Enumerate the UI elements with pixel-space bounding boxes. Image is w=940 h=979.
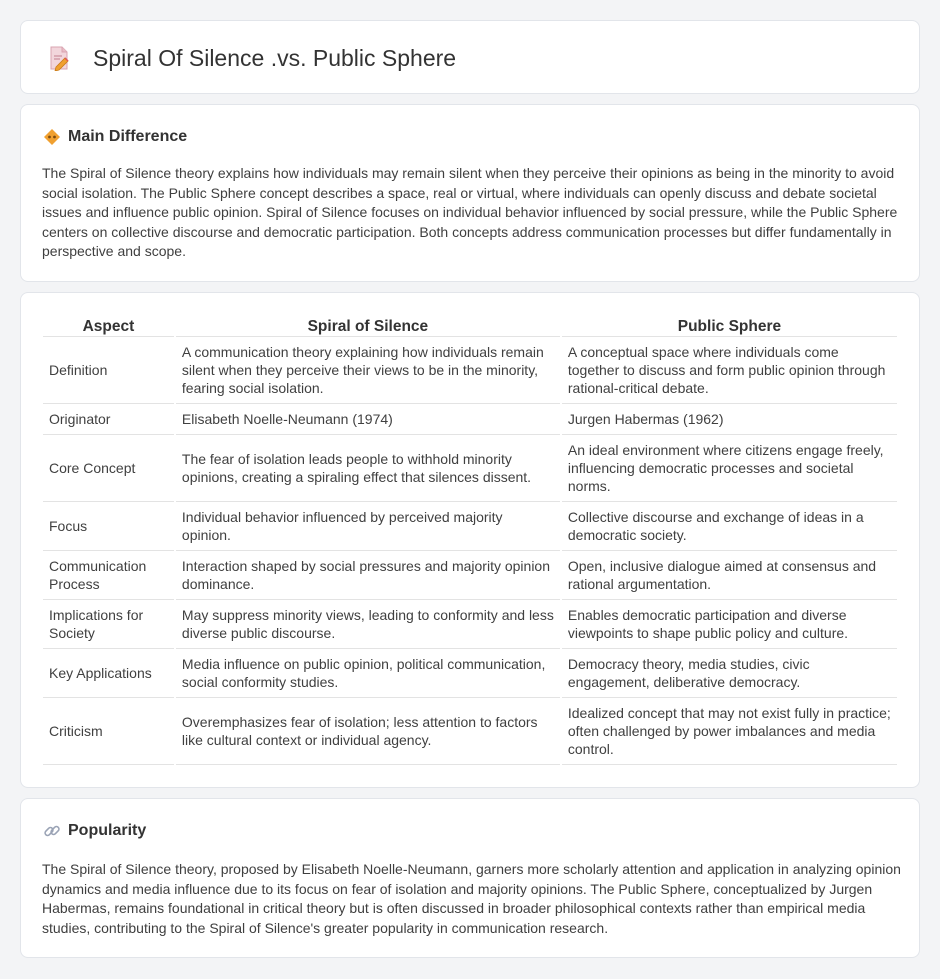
table-row [43,435,897,502]
main-difference-card [20,104,920,282]
row-spiral-of-silence: Overemphasizes fear of isolation; less attention to factors like cultural context or individual agency. [176,698,560,765]
table-row [43,551,897,600]
popularity-card [20,798,920,958]
header-card [20,20,920,94]
row-spiral-of-silence: The fear of isolation leads people to withhold minority opinions, creating a spiraling effect that silences dissent. [176,435,560,502]
table-row [43,502,897,551]
main-difference-text: The Spiral of Silence theory explains how individuals may remain silent when they perceive their opinions as being in the minority to avoid social isolation. The Public Sphere concept describes a space, real or virtual, where individuals can openly discuss and debate societal issues and influence public opinion. Spiral of Silence focuses on individual behavior influenced by social pressure, while the Public Sphere centers on collective discourse and democratic participation. Both concepts address communication processes but differ fundamentally in perspective and scope. [42,165,898,260]
row-spiral-of-silence: Elisabeth Noelle-Neumann (1974) [176,404,560,435]
row-aspect: Originator [43,404,174,435]
row-spiral-of-silence: Individual behavior influenced by perceived majority opinion. [176,502,560,551]
table-row [43,404,897,435]
table-row [43,337,897,404]
row-public-sphere: An ideal environment where citizens engage freely, influencing democratic processes and societal norms. [562,435,897,502]
header-aspect: Aspect [43,313,174,337]
row-public-sphere: Collective discourse and exchange of ideas in a democratic society. [562,502,897,551]
row-aspect: Communication Process [43,551,174,600]
row-spiral-of-silence: May suppress minority views, leading to conformity and less diverse public discourse. [176,600,560,649]
row-spiral-of-silence: A communication theory explaining how individuals remain silent when they perceive their views to be in the minority, fearing social isolation. [176,337,560,404]
link-icon [43,822,61,840]
row-aspect: Key Applications [43,649,174,698]
comparison-table [41,313,899,765]
comparison-table-card [20,292,920,788]
header-spiral-of-silence: Spiral of Silence [176,313,560,337]
row-aspect: Core Concept [43,435,174,502]
row-public-sphere: Open, inclusive dialogue aimed at consensus and rational argumentation. [562,551,897,600]
main-difference-heading [43,126,187,148]
main-difference-title: Main Difference [68,128,188,145]
diamond-icon [43,128,61,146]
header-public-sphere: Public Sphere [562,313,897,337]
table-row [43,698,897,765]
row-public-sphere: Enables democratic participation and diverse viewpoints to shape public policy and culture. [562,600,897,649]
popularity-text: The Spiral of Silence theory, proposed by Elisabeth Noelle-Neumann, garners more scholarly attention and application in analyzing opinion dynamics and media influence due to its focus on fear of isolation and majority opinions. The Public Sphere, conceptualized by Jurgen Habermas, remains foundational in critical theory but is often discussed in broader philosophical contexts rather than empirical media studies, contributing to the Spiral of Silence's greater popularity in communication research. [42,861,901,936]
popularity-title: Popularity [68,822,147,839]
row-public-sphere: Democracy theory, media studies, civic engagement, deliberative democracy. [562,649,897,698]
row-spiral-of-silence: Interaction shaped by social pressures and majority opinion dominance. [176,551,560,600]
table-row [43,600,897,649]
row-aspect: Focus [43,502,174,551]
row-aspect: Criticism [43,698,174,765]
row-public-sphere: A conceptual space where individuals come together to discuss and form public opinion through rational-critical debate. [562,337,897,404]
row-aspect: Definition [43,337,174,404]
row-public-sphere: Idealized concept that may not exist fully in practice; often challenged by power imbalances and media control. [562,698,897,765]
table-header-row [43,313,897,337]
row-public-sphere: Jurgen Habermas (1962) [562,404,897,435]
row-aspect: Implications for Society [43,600,174,649]
row-spiral-of-silence: Media influence on public opinion, political communication, social conformity studies. [176,649,560,698]
table-row [43,649,897,698]
page-title: Spiral Of Silence .vs. Public Sphere [93,45,457,71]
document-pencil-icon [47,45,71,71]
popularity-heading [43,820,146,842]
